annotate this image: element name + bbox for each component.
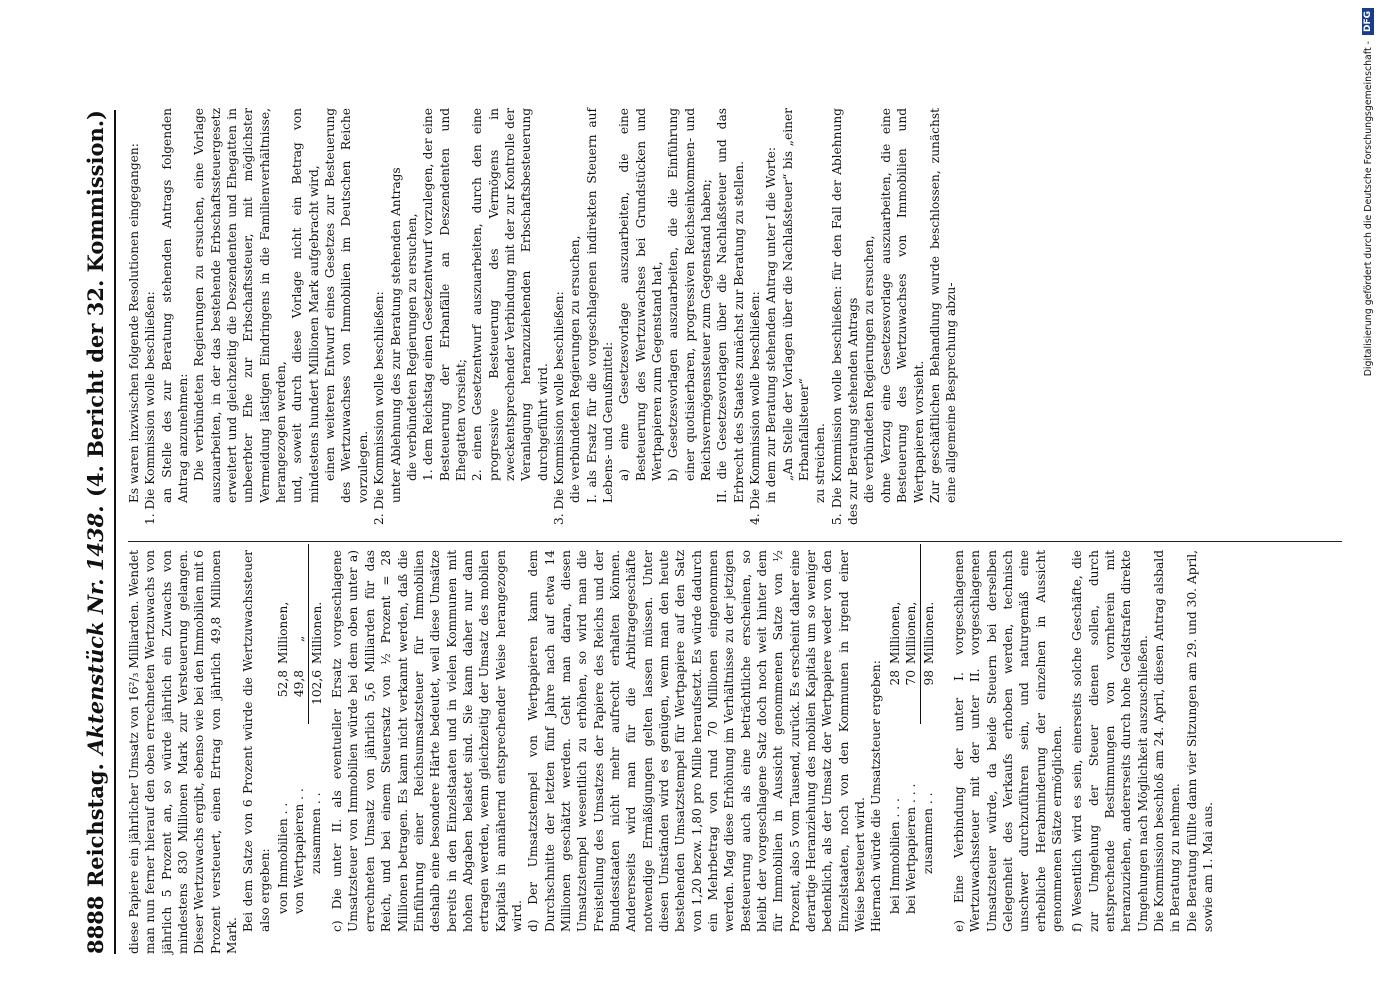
resolution-4-b: „An Stelle der Vorlagen über die Nachlaßsteuer“ bis „einer Erbanfallsteuer“ [780, 108, 812, 481]
paragraph-d: d) Der Umsatzstempel von Wertpapieren kann dem Durchschnitte der letzten fünf Jahre nach auf etwa 14 Millionen geschätzt werden. Geht man daran, diesen Umsatzstempel wesentlich zu erhöhen, so wird man die Freistellung des Umsatzes der Papiere des Reichs und der Bundesstaaten nicht mehr aufrecht erhalten können. Andererseits wird man für die Arbitragegeschäfte notwendige Ermäßigungen gelten lassen müssen. Unter diesen Umständen wird es genügen, wenn man den heute bestehenden Umsatzstempel für Wertpapiere auf den Satz von 1,20 bezw. 1,80 pro Mille heraufsetzt. Es würde dadurch ein Mehrbetrag von rund 70 Millionen eingenommen werden. Mag diese Erhöhung im Verhältnisse zu der jetzigen Besteuerung auch als eine beträchtliche erscheinen, so bleibt der vorgeschlagene Satz doch noch weit hinter dem für Immobilien in Aussicht genommenen Satze von ½ Prozent, also 5 vom Tausend, zurück. Es erscheint daher eine derartige Heranziehung des mobilen Kapitals um so weniger bedenklich, als der Umsatz der Wertpapiere weder von den Einzelstaaten, noch von den Kommunen in irgend einer Weise besteuert wird. [526, 550, 868, 932]
paragraph-kommission: Die Kommission beschloß am 24. April, diesen Antrag alsbald in Beratung zu nehmen. [1151, 550, 1183, 932]
closing-paragraph: Zur geschäftlichen Behandlung wurde beschlossen, zunächst eine allgemeine Besprechung abzu- [927, 108, 959, 503]
dfg-logo: DFG [1362, 8, 1374, 35]
paragraph-b-continued: diese Papiere ein jährlicher Umsatz von 16²/₃ Milliarden. Wendet man nun ferner hierauf den oben errechneten Wertzuwachs von jährlich 5 Prozent an, so würde jährlich ein Zuwachs von mindestens 830 Millionen Mark zur Versteuerung gelangen. Dieser Wertzuwachs ergibt, ebenso wie bei den Immobilien mit 6 Prozent versteuert, einen Ertrag von jährlich 49,8 Millionen Mark. [127, 550, 240, 954]
resolution-5-head: 5. Die Kommission wolle beschließen: für den Fall der Ablehnung des zur Beratung stehenden Antrags [829, 108, 861, 525]
header-aktenstueck: Aktenstück Nr. 1438. [83, 505, 108, 755]
page-header [62, 110, 108, 954]
document-page [62, 92, 1352, 972]
resolution-1-head: 1. Die Kommission wolle beschließen: [143, 291, 158, 525]
column-divider [128, 541, 1342, 542]
resolution-1-d: einen weiteren Entwurf eines Gesetzes zur Besteuerung des Wertzuwachses von Immobilien im Deutschen Reiche vorzulegen. [323, 108, 370, 503]
resolution-3-a: die verbündeten Regierungen zu ersuchen, [568, 235, 583, 503]
table-total-row: zusammen . . 102,6 Millionen. [308, 550, 325, 954]
resolution-3-I-b: b) Gesetzesvorlagen auszuarbeiten, die die Einführung einer quotisierbaren, progressiven Reichseinkommen- und Reichsvermögenssteuer zum Gegenstand haben; [666, 108, 714, 481]
resolution-5-b: ohne Verzug eine Gesetzesvorlage auszuarbeiten, die eine Besteuerung des Wertzuwachses von Immobilien und Wertpapieren vorsieht. [878, 108, 926, 503]
right-column [126, 108, 960, 525]
table-total-row: zusammen . . 98 Millionen. [920, 550, 937, 954]
resolution-4-head: 4. Die Kommission wolle beschließen: [748, 291, 763, 525]
header-rule [114, 110, 116, 954]
paragraph-hiernach: Hiernach würde die Umsatzsteuer ergeben: [869, 660, 884, 932]
table-row: von Immobilien . . 52,8 Millionen, [276, 601, 291, 914]
resolution-3-II: II. die Gesetzesvorlagen über die Nachlaßsteuer und das Erbrecht des Staates zunächst zur Beratung zu stellen. [715, 108, 746, 503]
resolution-2-head: 2. Die Kommission wolle beschließen: [372, 291, 387, 525]
resolution-1-c: und, soweit durch diese Vorlage nicht ein Betrag von mindestens hundert Millionen Mark aufgebracht wird, [290, 108, 321, 503]
resolution-3-head: 3. Die Kommission wolle beschließen: [551, 291, 566, 525]
paragraph-beratung: Die Beratung füllte dann vier Sitzungen am 29. und 30. April, sowie am 1. Mai aus. [1184, 550, 1215, 932]
header-bericht: (4. Bericht der 32. Kommission.) [83, 110, 108, 498]
table-row: bei Wertpapieren . . . 70 Millionen, [904, 601, 919, 914]
paragraph-c: c) Die unter II. als eventueller Ersatz vorgeschlagene Umsatzsteuer von Immobilien würde bei dem oben unter a) errechneten Umsatz von jährlich 5,6 Milliarden für das Reich, und bei einem Steuersatz von ½ Prozent = 28 Millionen betragen. Es kann nicht verkannt werden, daß die Einführung einer Reichsumsatzsteuer für Immobilien deshalb eine besondere Härte bedeutet, weil diese Umsätze bereits in den Einzelstaaten und in vielen Kommunen mit hohen Abgaben belastet sind. Sie kann daher nur dann ertragen werden, wenn gleichzeitig der Umsatz des mobilen Kapitals in annähernd entsprechender Weise herangezogen wird. [330, 550, 524, 932]
resolution-2-item-2: 2. einen Gesetzentwurf auszuarbeiten, durch den eine progressive Besteuerung des Vermögens in zweckentsprechender Verbindung mit der zur Kontrolle der Veranlagung heranzuziehenden Erbschaftsbesteuerung durchgeführt wird. [470, 108, 550, 481]
header-reichstag: Reichstag. [83, 763, 108, 888]
dfg-side-strip [1357, 8, 1377, 993]
resolution-3-I-a: a) eine Gesetzesvorlage auszuarbeiten, die eine Besteuerung des Wertzuwachses bei Grundstücken und Wertpapieren zum Gegenstand hat, [617, 108, 664, 481]
resolution-4-a: in dem zur Beratung stehenden Antrag unter I die Worte: [764, 147, 779, 503]
resolution-1-a: an Stelle des zur Beratung stehenden Antrags folgenden Antrag anzunehmen: [159, 108, 191, 503]
resolution-4-c: zu streichen. [813, 423, 828, 503]
paragraph-f: f) Wesentlich wird es sein, einerseits solche Geschäfte, die zur Umgehung der Steuer dienen sollen, durch entsprechende Bestimmungen von vornherein mit heranzuziehen, andererseits durch hohe Geldstrafen direkte Umgehungen nach Möglichkeit auszuschließen. [1070, 550, 1150, 932]
resolution-5-a: die verbündeten Regierungen zu ersuchen, [862, 235, 877, 503]
paragraph-e: e) Eine Verbindung der unter I. vorgeschlagenen Wertzuwachssteuer mit der unter II. vorgeschlagenen Umsatzsteuer würde, da beide Steuern bei derselben Gelegenheit des Verkaufs erhoben werden, technisch unschwer durchzuführen sein, und naturgemäß eine erhebliche Herabminderung der einzelnen in Aussicht genommenen Sätze ermöglichen. [951, 550, 1064, 932]
table-row: von Wertpapieren . . 49,8 „ [292, 635, 307, 914]
table-row: bei Immobilien . . . 28 Millionen, [887, 601, 902, 914]
table-umsatzsteuer [887, 550, 937, 954]
resolutions-intro: Es waren inzwischen folgende Resolutionen eingegangen: [127, 143, 141, 503]
dfg-credit-text: Digitalisierung gefördert durch die Deutsche Forschungsgemeinschaft - [1362, 41, 1374, 377]
left-column [126, 550, 1216, 954]
page-number: 8888 [83, 895, 108, 954]
resolution-1-b: Die verbündeten Regierungen zu ersuchen, eine Vorlage auszuarbeiten, in der das bestehende Erbschaftssteuergesetz erweitert und gleichzeitig die Deszendenten und Ehegatten in unbeerbter Ehe zur Erbschaftssteuer, mit möglichster Vermeidung lästigen Eindringens in die Familienverhältnisse, herangezogen werden, [192, 108, 289, 503]
resolution-2-b: die verbündeten Regierungen zu ersuchen, [404, 213, 419, 481]
resolution-2-item-1: 1. dem Reichstag einen Gesetzentwurf vorzulegen, der eine Besteuerung der Erbanfälle an Deszendenten und Ehegatten vorsieht; [421, 108, 468, 481]
resolution-2-a: unter Ablehnung des zur Beratung stehenden Antrags [388, 167, 403, 503]
resolution-3-I: I. als Ersatz für die vorgeschlagenen indirekten Steuern auf Lebens- und Genußmittel: [584, 108, 615, 503]
table-wertzuwachs [275, 550, 325, 954]
paragraph-rate: Bei dem Satze von 6 Prozent würde die Wertzuwachssteuer also ergeben: [241, 550, 272, 932]
